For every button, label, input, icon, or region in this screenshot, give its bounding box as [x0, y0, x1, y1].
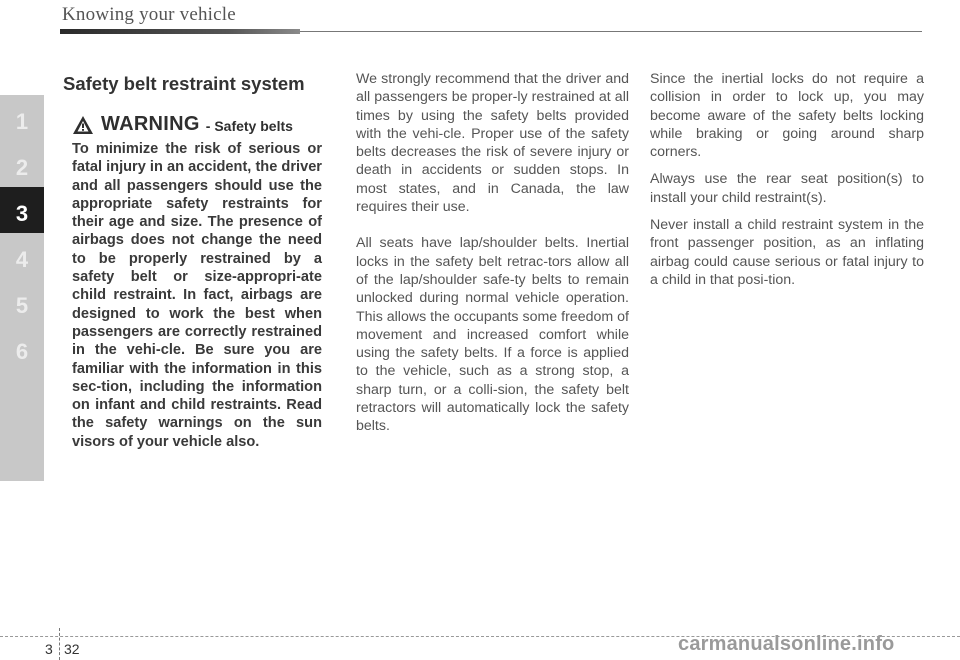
- middle-column: [356, 70, 629, 445]
- section-title: Safety belt restraint system: [63, 73, 305, 94]
- paragraph: We strongly recommend that the driver and all passengers be proper-ly restrained at all times by using the safety belts provided with the vehi-cle. Proper use of the safety belts decreases the risk of severe injury or death in accidents or sudden stops. In most states, and in Canada, the law requires their use.: [356, 71, 629, 216]
- footer-chapter-number: 3: [45, 641, 53, 657]
- warning-subtitle: - Safety belts: [205, 118, 293, 134]
- footer-separator: [59, 628, 60, 660]
- chapter-tab-blank: [0, 371, 44, 481]
- chapter-tab-label: 2: [15, 154, 29, 180]
- right-column: [650, 70, 924, 298]
- footer-page-number: 32: [64, 641, 80, 657]
- paragraph: All seats have lap/shoulder belts. Inertial locks in the safety belt retrac-tors allow all of the lap/shoulder safe-ty belts to remain unlocked during normal vehicle operation. This allows the occupants some freedom of movement and increased comfort while using the safety belts. If a force is applied to the vehicle, such as a strong stop, a sharp turn, or a colli-sion, the safety belt retractors will automatically lock the safety belts.: [356, 235, 629, 435]
- chapter-tab-label: 3: [15, 200, 29, 226]
- chapter-tab-label: 5: [15, 292, 29, 318]
- chapter-tab-label: 4: [15, 246, 29, 272]
- page-header-title: Knowing your vehicle: [62, 4, 236, 25]
- chapter-tab-label: 1: [15, 108, 29, 134]
- warning-heading: [72, 113, 293, 136]
- paragraph: Always use the rear seat position(s) to install your child restraint(s).: [650, 171, 924, 206]
- paragraph: Never install a child restraint system in the front passenger position, as an inflating airbag could cause serious or fatal injury to a child in that posi-tion.: [650, 217, 924, 288]
- warning-label: WARNING: [101, 113, 200, 135]
- warning-body: To minimize the risk of serious or fatal injury in an accident, the driver and all passengers should use the appropriate safety restraints for their age and size. The presence of airbags does not change the need to be properly restrained by a safety belt or size-appropri-ate child restraint. In fact, airbags are designed to work the best when passengers are correctly restrained in the vehi-cle. Be sure you are familiar with the information in this sec-tion, including the information on infant and child restraints. Read the safety warnings on the sun visors of your vehicle also.: [72, 141, 322, 450]
- header-rule-accent: [60, 29, 300, 34]
- warning-triangle-icon: [72, 115, 94, 135]
- paragraph: Since the inertial locks do not require a collision in order to lock up, you may become aware of the safety belts locking while braking or going around sharp corners.: [650, 71, 924, 161]
- chapter-tab-label: 6: [15, 338, 29, 364]
- watermark: carmanualsonline.info: [678, 633, 895, 655]
